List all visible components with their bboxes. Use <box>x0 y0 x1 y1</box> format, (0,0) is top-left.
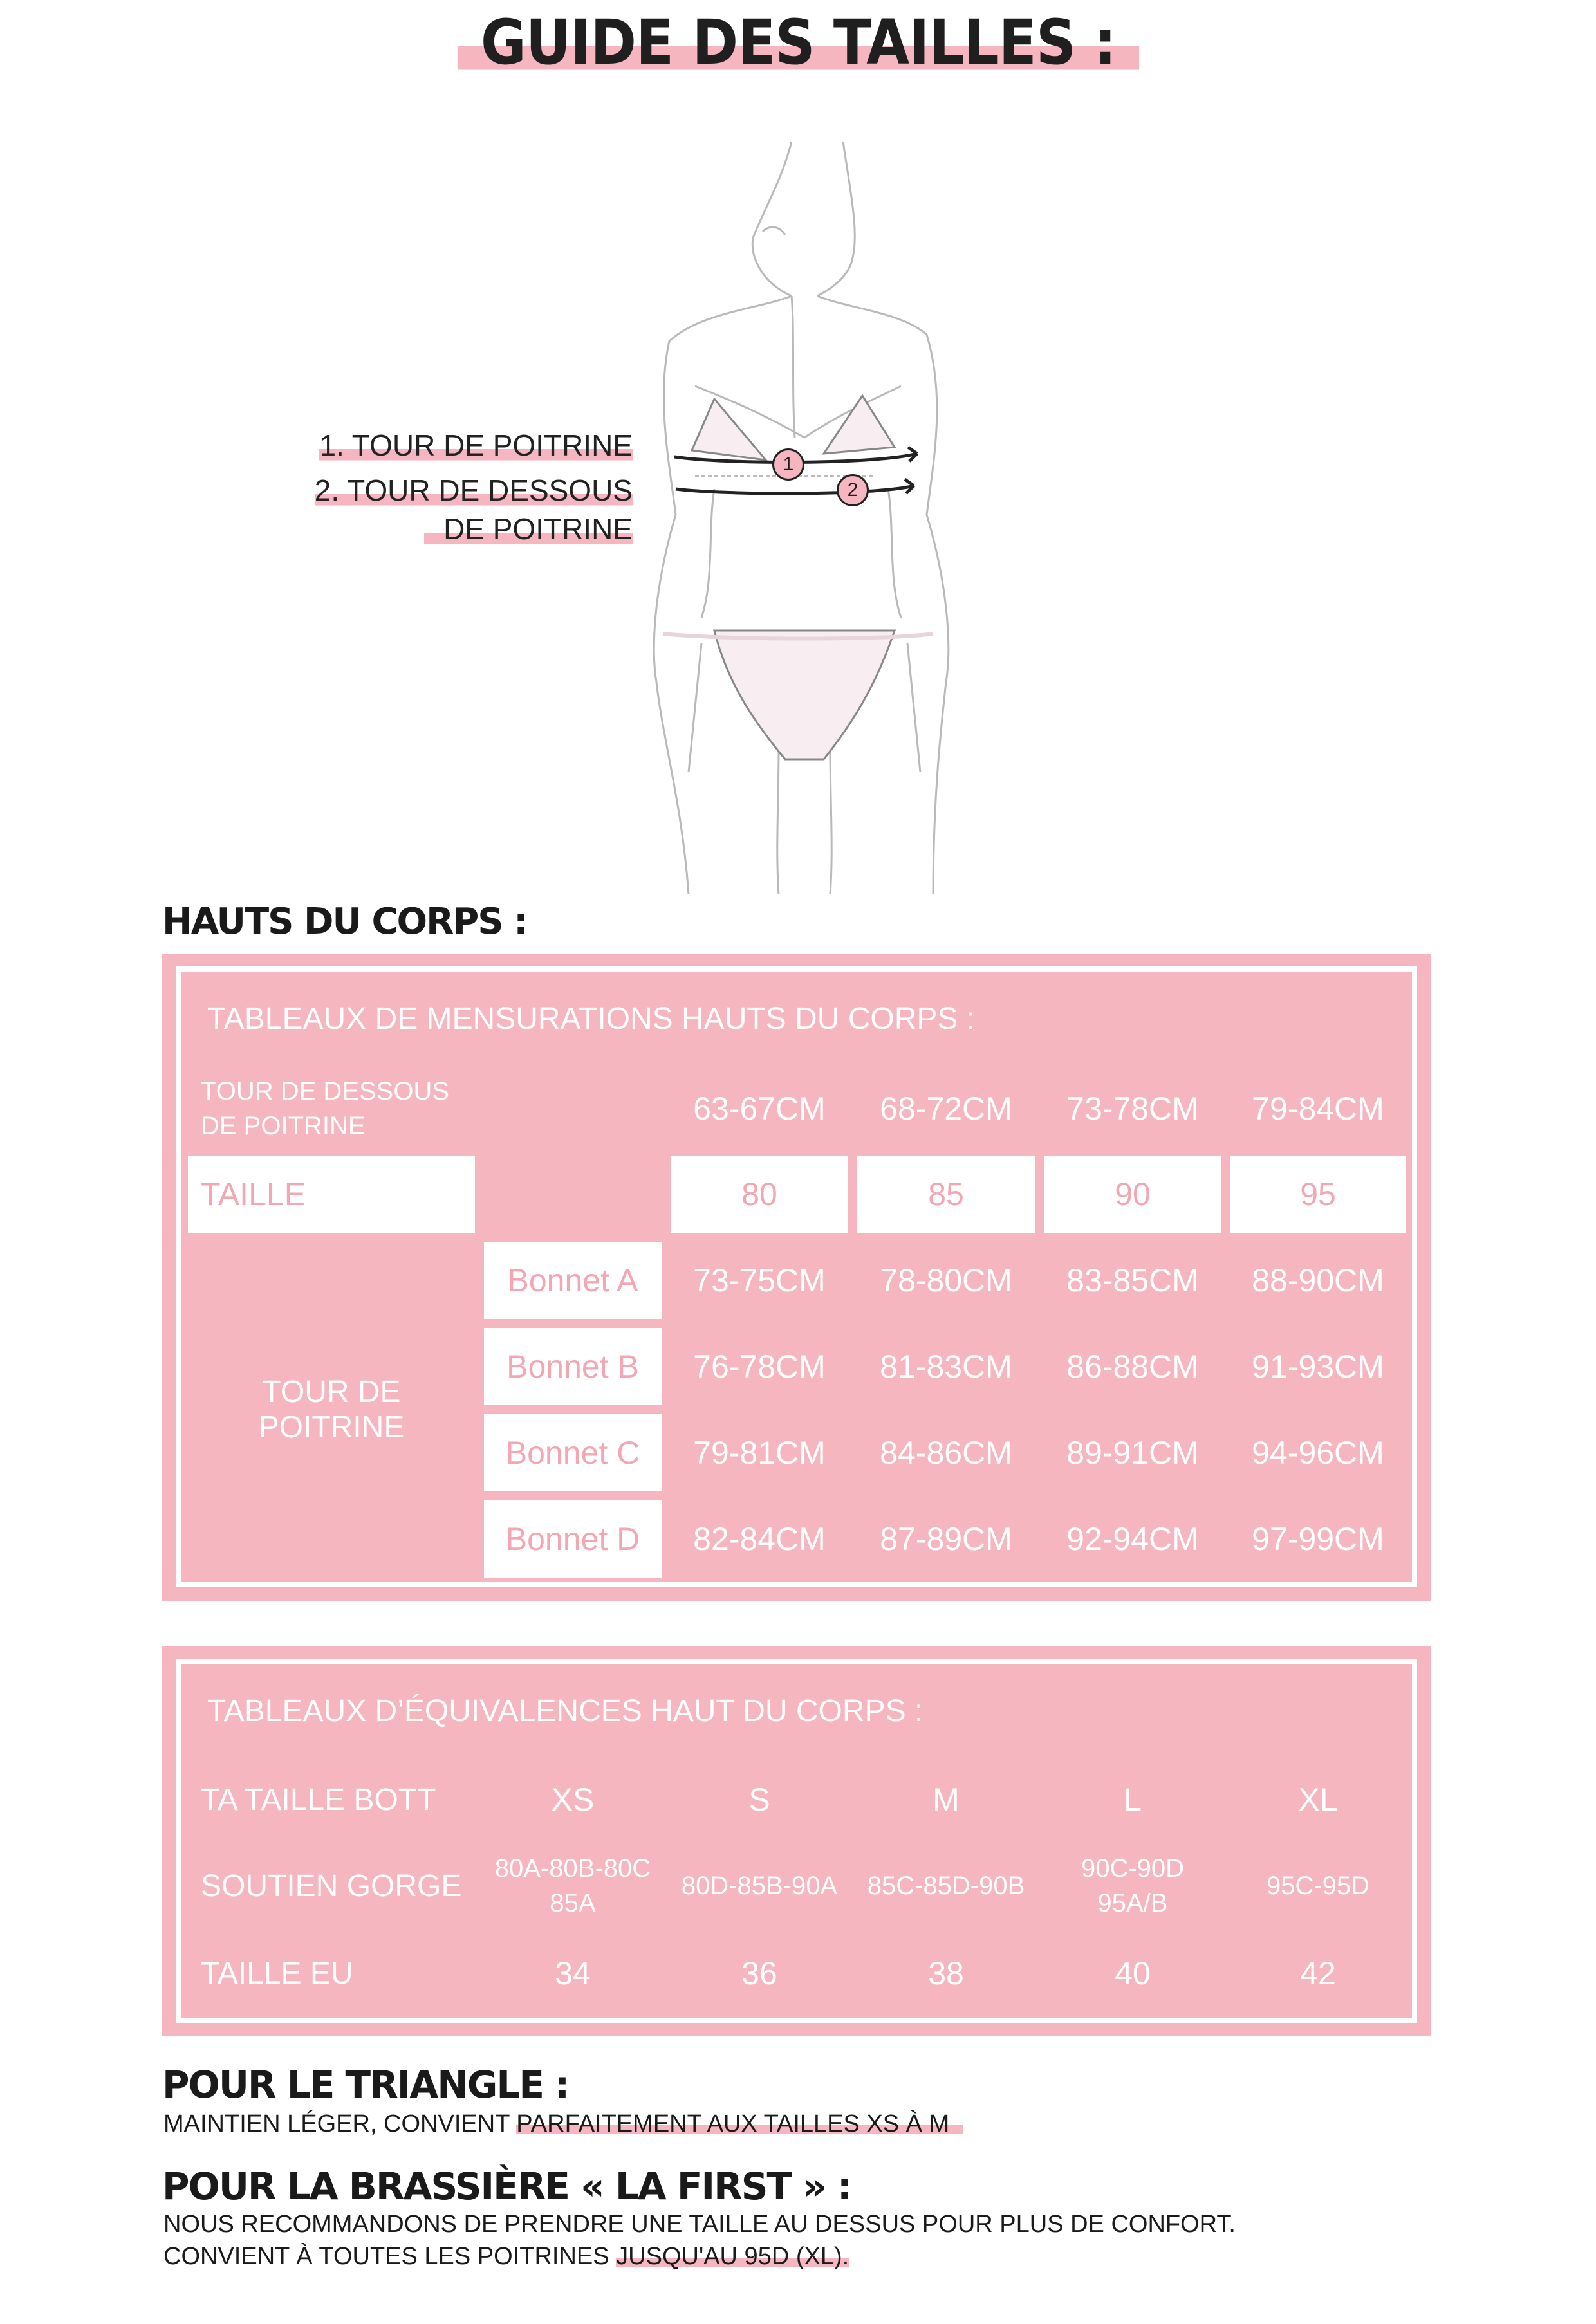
brassiere-line2-a: CONVIENT À TOUTES LES POITRINES <box>163 2243 617 2270</box>
table-cell: 94-96CM <box>1230 1414 1406 1491</box>
label-tour-de-dessous <box>315 473 633 508</box>
mensurations-table <box>162 954 1431 1601</box>
table-cell: 85C-85D-90B <box>857 1847 1035 1925</box>
table-cell: 84-86CM <box>857 1414 1035 1491</box>
table-cell: 80A-80B-80C 85A <box>484 1847 662 1925</box>
table-cell: 97-99CM <box>1230 1500 1406 1578</box>
page-title-text: GUIDE DES TAILLES : <box>457 6 1138 78</box>
label-de-poitrine <box>424 512 633 546</box>
table-cell: 91-93CM <box>1230 1328 1406 1405</box>
table-cell: 87-89CM <box>857 1500 1035 1578</box>
table-cell: 76-78CM <box>671 1328 848 1405</box>
table-cell: 90 <box>1044 1156 1221 1233</box>
row-label-tour-de-poitrine: TOUR DE POITRINE <box>188 1242 475 1578</box>
table-cell: 86-88CM <box>1044 1328 1221 1405</box>
table-cell: 73-78CM <box>1044 1071 1221 1147</box>
label-tour-de-poitrine <box>319 428 633 463</box>
brassiere-title: POUR LA BRASSIÈRE « LA FIRST » : <box>162 2164 851 2208</box>
bonnet-label: Bonnet A <box>484 1242 662 1319</box>
table-cell: 95C-95D <box>1230 1847 1406 1925</box>
page-title <box>0 6 1596 78</box>
equivalences-table-title: TABLEAUX D’ÉQUIVALENCES HAUT DU CORPS : <box>188 1669 1406 1753</box>
bonnet-label: Bonnet B <box>484 1328 662 1405</box>
table-cell: 40 <box>1044 1934 1221 2013</box>
empty-cell <box>484 1071 662 1147</box>
row-label-taille: TAILLE <box>188 1156 475 1233</box>
empty-cell <box>484 1156 662 1233</box>
marker-2-label: 2 <box>847 479 858 501</box>
table-cell: 42 <box>1230 1934 1406 2013</box>
label-tour-de-poitrine-text: 1. TOUR DE POITRINE <box>319 429 633 462</box>
table-cell: 68-72CM <box>857 1071 1035 1147</box>
label-tour-de-dessous-text: 2. TOUR DE DESSOUS <box>314 474 633 507</box>
row-label-taille-bott: TA TAILLE BOTT <box>188 1762 475 1838</box>
table-cell: XL <box>1230 1762 1406 1838</box>
table-cell: 85 <box>857 1156 1035 1233</box>
brassiere-line2-b: JUSQU'AU 95D (XL). <box>616 2243 849 2270</box>
section-title-hauts: HAUTS DU CORPS : <box>162 901 527 943</box>
table-cell: 83-85CM <box>1044 1242 1221 1319</box>
bonnet-label: Bonnet D <box>484 1500 662 1578</box>
table-cell: 80 <box>671 1156 848 1233</box>
equivalences-table <box>162 1646 1431 2036</box>
mensurations-table-title: TABLEAUX DE MENSURATIONS HAUTS DU CORPS : <box>188 977 1406 1060</box>
triangle-title: POUR LE TRIANGLE : <box>162 2063 569 2107</box>
triangle-text <box>163 2108 963 2140</box>
table-cell: 88-90CM <box>1230 1242 1406 1319</box>
marker-1-label: 1 <box>783 454 794 475</box>
table-cell: 78-80CM <box>857 1242 1035 1319</box>
table-cell: S <box>671 1762 848 1838</box>
table-cell: 90C-90D 95A/B <box>1044 1847 1221 1925</box>
label-de-poitrine-text: DE POITRINE <box>424 512 633 546</box>
table-cell: 36 <box>671 1934 848 2013</box>
table-cell: XS <box>484 1762 662 1838</box>
brassiere-line2 <box>163 2240 849 2273</box>
body-figure-illustration <box>631 129 978 894</box>
table-cell: L <box>1044 1762 1221 1838</box>
bonnet-label: Bonnet C <box>484 1414 662 1491</box>
row-label-dessous: TOUR DE DESSOUS DE POITRINE <box>188 1071 475 1147</box>
row-label-taille-eu: TAILLE EU <box>188 1934 475 2013</box>
table-cell: 82-84CM <box>671 1500 848 1578</box>
triangle-text-b: PARFAITEMENT AUX TAILLES XS À M <box>516 2110 963 2137</box>
table-cell: 80D-85B-90A <box>671 1847 848 1925</box>
brassiere-line1: NOUS RECOMMANDONS DE PRENDRE UNE TAILLE AU DESSUS POUR PLUS DE CONFORT. <box>163 2211 1236 2238</box>
table-cell: 34 <box>484 1934 662 2013</box>
table-cell: 79-84CM <box>1230 1071 1406 1147</box>
table-cell: 95 <box>1230 1156 1406 1233</box>
table-cell: M <box>857 1762 1035 1838</box>
table-cell: 73-75CM <box>671 1242 848 1319</box>
table-cell: 63-67CM <box>671 1071 848 1147</box>
table-cell: 81-83CM <box>857 1328 1035 1405</box>
triangle-text-a: MAINTIEN LÉGER, CONVIENT <box>163 2110 517 2137</box>
table-cell: 38 <box>857 1934 1035 2013</box>
table-cell: 92-94CM <box>1044 1500 1221 1578</box>
marker-2-icon <box>837 474 869 506</box>
row-label-soutien-gorge: SOUTIEN GORGE <box>188 1847 475 1925</box>
marker-1-icon <box>772 448 804 481</box>
table-cell: 79-81CM <box>671 1414 848 1491</box>
table-cell: 89-91CM <box>1044 1414 1221 1491</box>
